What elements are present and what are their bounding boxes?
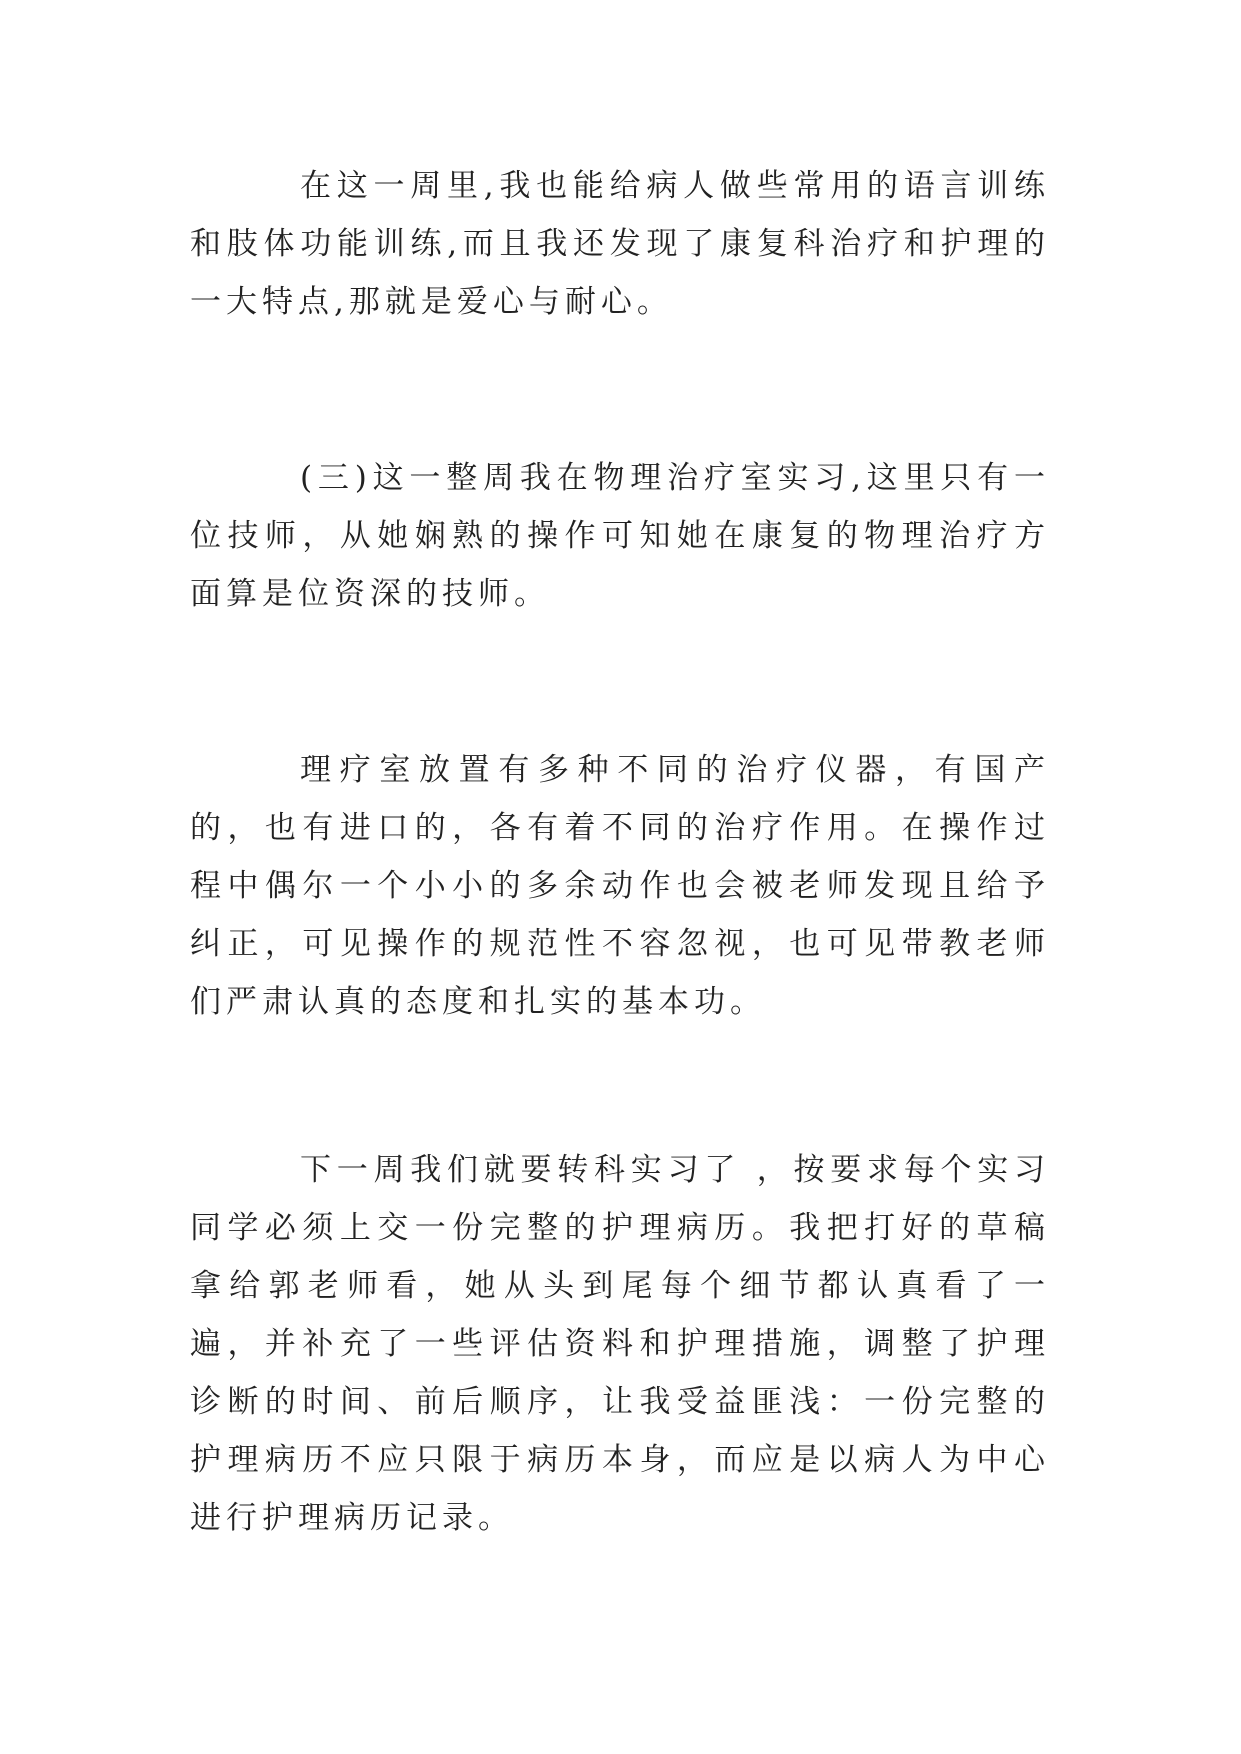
paragraph-2: (三)这一整周我在物理治疗室实习,这里只有一位技师，从她娴熟的操作可知她在康复的物理治疗方面算是位资深的技师。 (190, 460, 1050, 612)
paragraph-1: 在这一周里,我也能给病人做些常用的语言训练和肢体功能训练,而且我还发现了康复科治疗和护理的一大特点,那就是爱心与耐心。 (190, 168, 1050, 320)
paragraph-4: 下一周我们就要转科实习了 ，按要求每个实习同学必须上交一份完整的护理病历。我把打好的草稿拿给郭老师看，她从头到尾每个细节都认真看了一遍，并补充了一些评估资料和护理措施，调整了护理诊断的时间、前后顺序，让我受益匪浅：一份完整的护理病历不应只限于病历本身，而应是以病人为中心进行护理病历记录。 (190, 1152, 1050, 1536)
paragraph-3: 理疗室放置有多种不同的治疗仪器，有国产的，也有进口的，各有着不同的治疗作用。在操作过程中偶尔一个小小的多余动作也会被老师发现且给予纠正，可见操作的规范性不容忽视，也可见带教老师们严肃认真的态度和扎实的基本功。 (190, 752, 1050, 1020)
